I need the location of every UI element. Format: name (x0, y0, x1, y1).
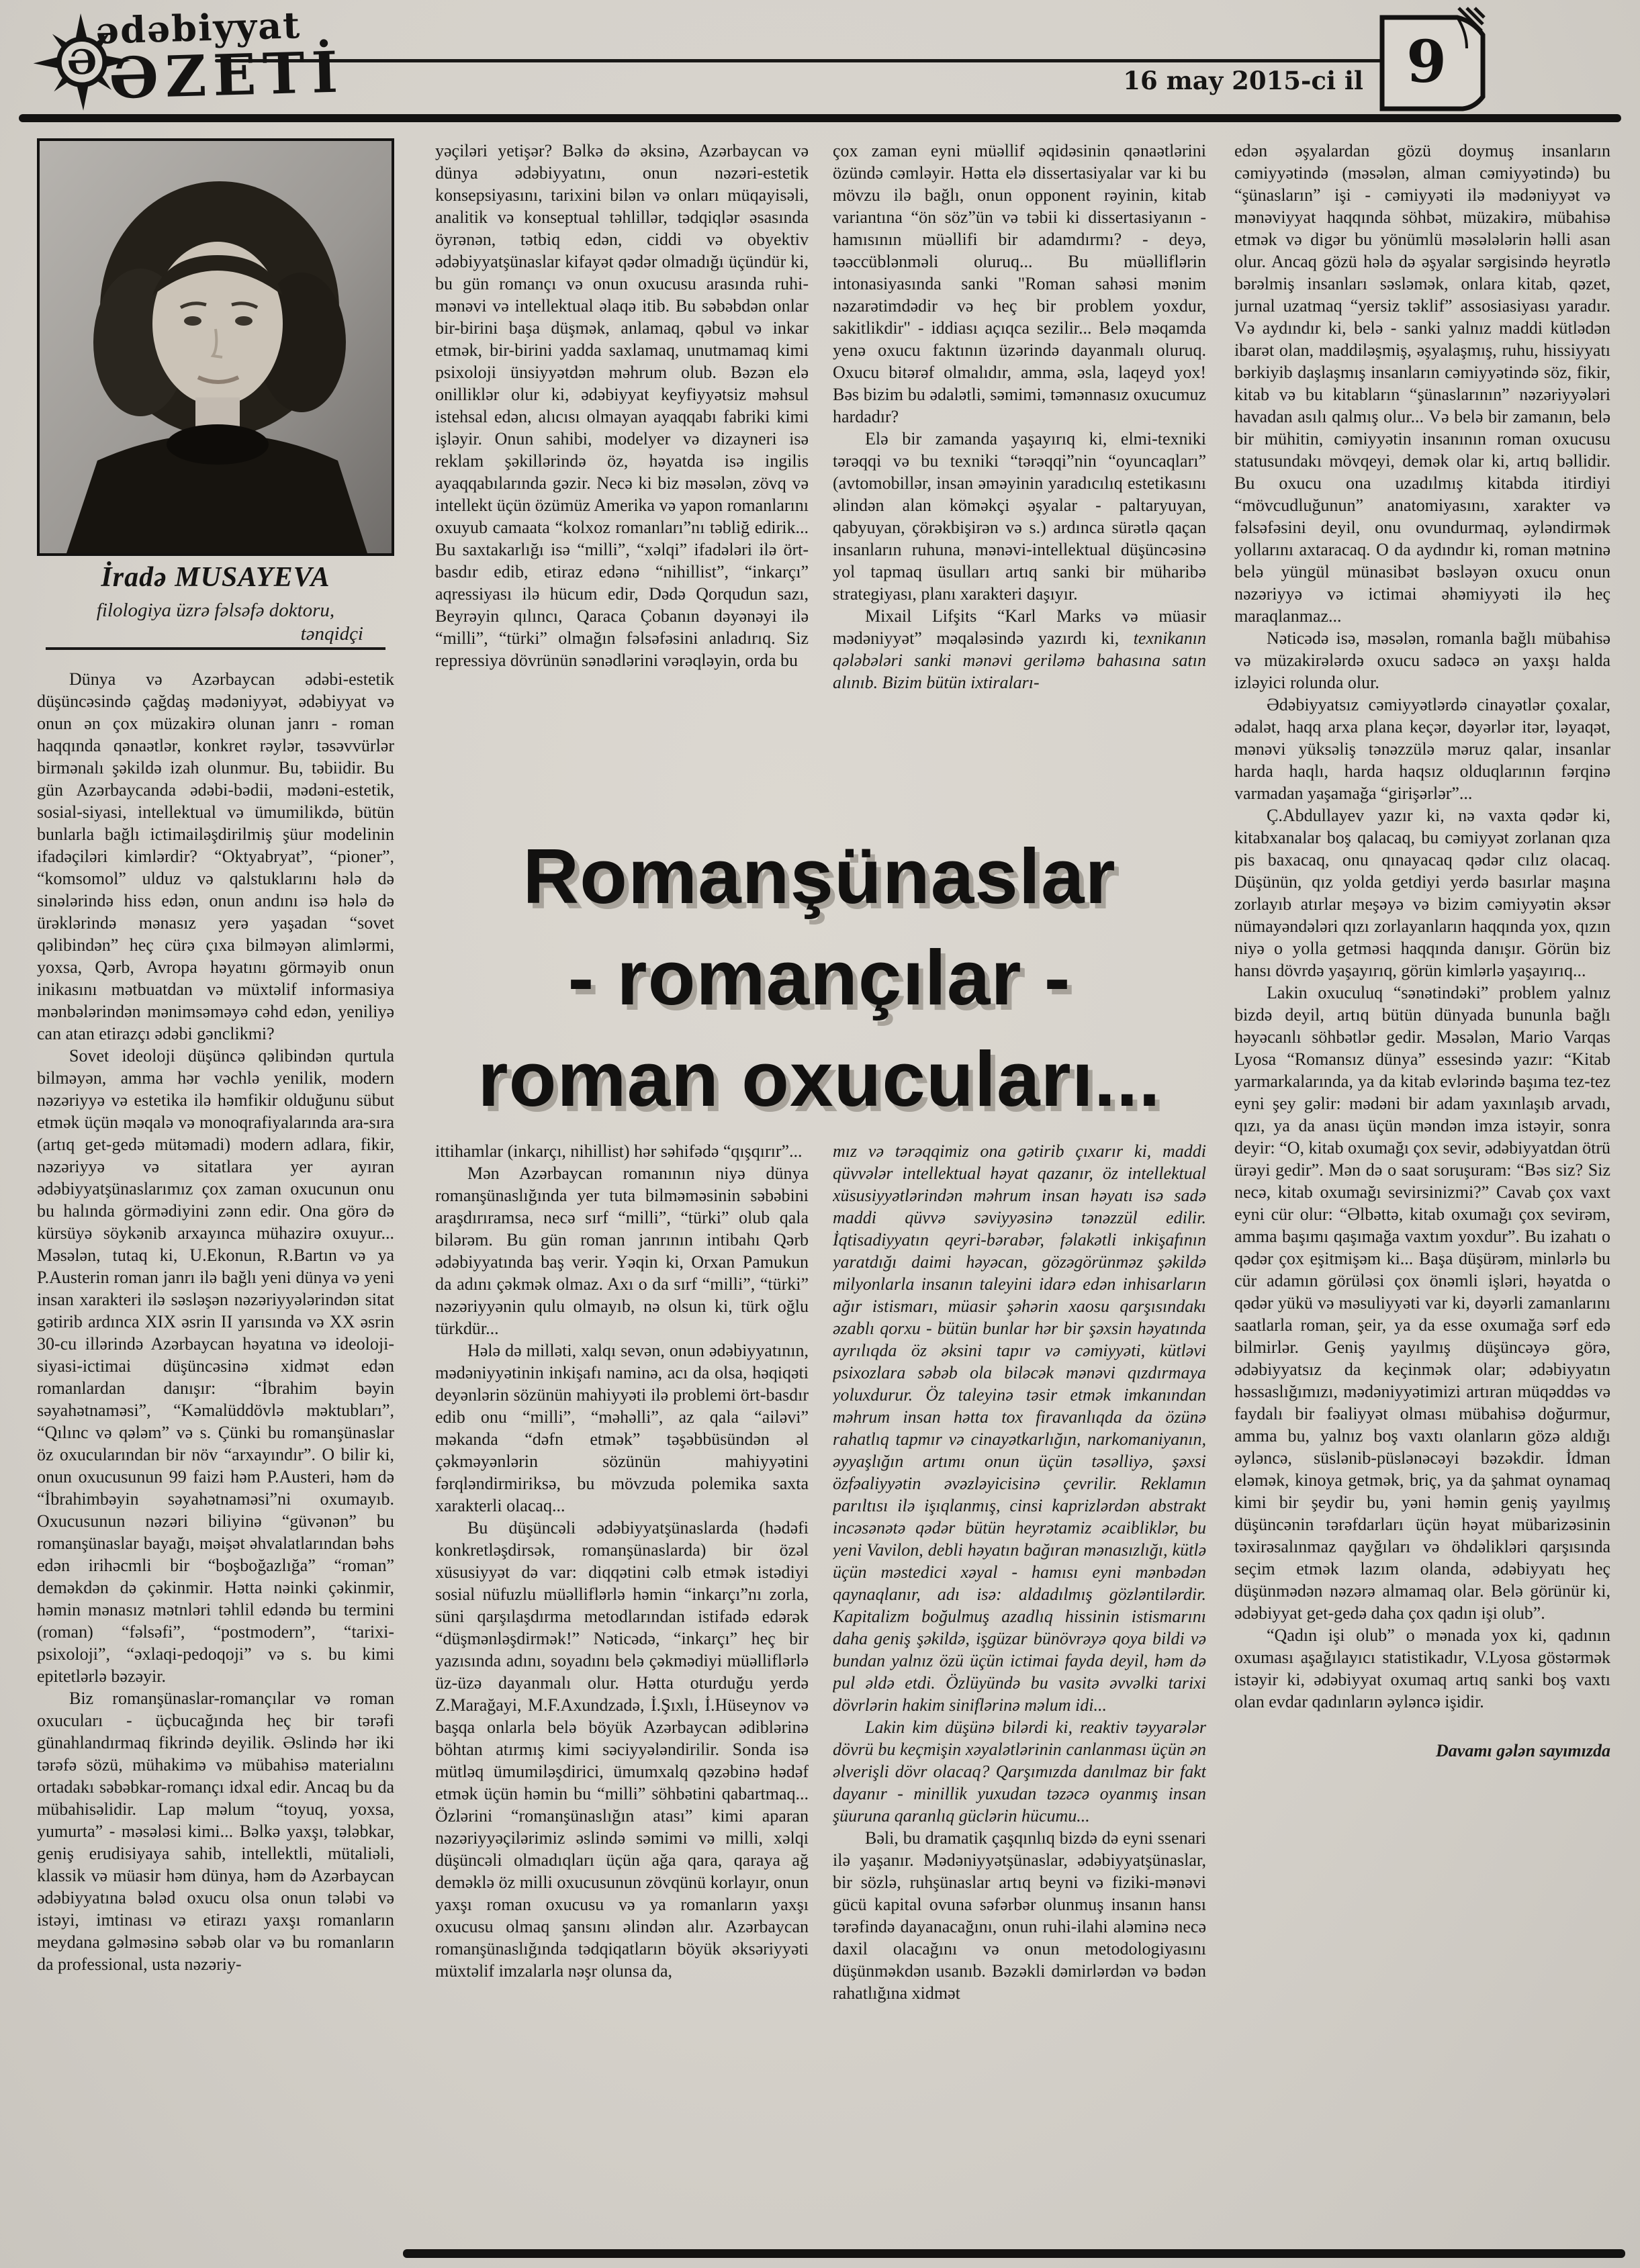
headline-line3: roman oxucuları... (477, 1035, 1161, 1123)
portrait-illustration (40, 141, 392, 553)
author-title-line1: filologiya üzrə fəlsəfə doktoru, (96, 600, 335, 621)
logo-letter: Ə (66, 42, 97, 83)
paragraph: ittihamlar (inkarçı, nihillist) hər səhifədə “qışqırır”... (435, 1141, 803, 1161)
paragraph: Ədəbiyyatsız cəmiyyətlərdə cinayətlər çoxalar, ədalət, haqq arxa plana keçər, dəyərlər itər, ləyaqət, mənəvi yüksəliş tənəzzülə məruz qalar, insanlar harda haqlı, harda haqsız olduqlarının fərqinə varmadan yaşamağa “girişərlər”... (1234, 695, 1610, 803)
paragraph: Nəticədə isə, məsələn, romanla bağlı mübahisə və müzakirələrdə oxucu sadəcə ən yaxşı halda izləyici rolunda olur. (1234, 628, 1610, 692)
issue-date: 16 may 2015-ci il (1123, 66, 1363, 95)
article-column-4 (1234, 140, 1610, 2249)
paragraph: yəçiləri yetişər? Bəlkə də əksinə, Azərbaycan və dünya ədəbiyyatını, onun nəzəri-estetik konsepsiyasını, tarixini bilən və onları müqayisəli, analitik və konseptual təhlillər, tədqiqlər əsasında öyrənən, tətbiq edən, ciddi və obyektiv ədəbiyyatşünaslar kifayət qədər olmadığı üçündür ki, bu gün romançı və onun oxucusu arasında ruhi-mənəvi və intellektual əlaqə itib. Bu səbəbdən onlar bir-birini başa düşmək, anlamaq, qəbul və inkar etmək, bir-birini yadda saxlamaq, unutmamaq kimi psixoloji ünsiyyətdən məhrum olub. Bəzən elə onilliklər olur ki, ədəbiyyat keyfiyyətsiz məhsul istehsal edən, alıcısı olmayan ayaqqabı fabriki kimi işləyir. Onun sahibi, modelyer və dizayneri isə reklam şəkillərində öz, həyatda isə ingilis ayaqqabılarında gəzir. Necə ki biz məsələn, zövq və intellekt üçün özümüz Amerika və yapon romanlarını oxuyub camaata “kolxoz romanları”nı təbliğ edirik... Bu saxtakarlığı isə “milli”, “xəlqi” ifadələri ilə ört-basdır edib, etiraz edənə “nihillist”, “inkarçı” aqressiyası ilə hücum edir, Dədə Qorqudun sazı, Beyrəyin qılıncı, Qaraca Çobanın dəyənəyi ilə “milli”, “türki” olmağın fəlsəfəsini anladırıq. Siz repressiya dövrünün sənədlərini vərəqləyin, orda bu (435, 141, 809, 670)
paragraph: Lakin kim düşünə bilərdi ki, reaktiv təyyarələr dövrü bu keçmişin xəyalətlərinin canlanması üçün ən əlverişli dövr olacaq? Qarşımızda danılmaz bir fakt dayanır - minillik yuxudan təzəcə oyanmış insan şüuruna qaranlıq güclərin hücumu... (833, 1717, 1206, 1826)
headline-line2: - romançılar - (567, 934, 1071, 1021)
article-column-3-bottom (833, 1140, 1206, 2249)
text-run: Mixail Lifşits “Karl Marks və müasir mədəniyyət” məqaləsində yazırdı ki, (833, 606, 1206, 648)
paragraph: Sovet ideoloji düşüncə qəlibindən qurtula bilməyən, amma hər vəchlə yenilik, modern nəzəriyyə və estetika ilə həmfikir olduğunu sübut etmək üçün məqalə və monoqrafiyalarında ara-sıra (artıq get-gedə mütəmadi) modern adlara, fikir, nəzəriyyə və sitatlara yer ayıran ədəbiyyatşünaslarımız çox zaman oxucunun onu bu halında görmədiyini zənn edir. Ona görə də kürsüyə söykənib arxayınca mühazirə oxuyur... Məsələn, tutaq ki, U.Ekonun, R.Bartın və ya P.Austerin roman janrı ilə bağlı yeni dünya və yeni insan xarakteri ilə səsləşən nəzəriyyələrindən sitat gətirib ardınca XIX əsrin II yarısında və XX əsrin 30-cu illərində Azərbaycan həyatına və ideoloji-siyasi-ictimai düşüncəsinə xidmət edən romanlardan danışır: “İbrahim bəyin səyahətnaməsi”, “Kəmalüddövlə məktubları”, “Qılınc və qələm” və s. Çünki bu romanşünaslar öz oxucularından bir növ “arxayındır”. O bilir ki, onun oxucusunun 99 faizi həm P.Austeri, həm də “İbrahimbəyin səyahətnaməsi”ni oxumayıb. Oxucusunun nəzəri biliyinə “güvənən” bu romanşünaslar bayağı, məişət əhvalatlarından bəhs edən irihəcmli bir “boşboğazlığa” “roman” deməkdən də çəkinmir. Hətta nəinki çəkinmir, həmin mənasız mətnləri təhlil edəndə bu termini (roman) “fəlsəfi”, “postmodern”, “tarixi-psixoloji”, “əxlaqi-pedoqoji” və s. bu kimi epitetlərlə bəzəyir. (37, 1046, 394, 1686)
article-headline (423, 826, 1216, 1135)
paragraph: Bu düşüncəli ədəbiyyatşünaslarda (hədəfi konkretləşdirsək, romanşünaslarda) bir özəl xüsusiyyət də var: diqqətini cəlb etmək istədiyi sosial nüfuzlu müəlliflərlə həmin “inkarçı”nı zorla, süni qarşılaşdırma metodlarından istifadə edərək “düşmənləşdirmək!” Nəticədə, “inkarçı” heç bir yazısında adını, soyadını belə çəkmədiyi müəlliflərlə üz-üzə dayanmalı olur. Hətta oturduğu yerdə Z.Marağayi, M.F.Axundzadə, İ.Şıxlı, İ.Hüseynov və başqa onlarla belə böyük Azərbaycan ədiblərinə böhtan atırmış kimi səciyyələndirilir. Sonda isə mütləq ümumiləşdirici, ümumxalq qəzəbinə hədəf etmək üçün həmin bu “milli” söhbətini qabartmaq... Özlərini “romanşünaslığın atası” kimi aparan nəzəriyyəçilərimiz əslində səmimi və milli, xəlqi düşüncəli olmadıqları üçün ağa qara, qaraya ağ deməklə öz milli oxucusunun zövqünü korlayır, onun yaxşı roman oxucusu və ya romanların yaxşı oxucusu olmaq şansını əlindən alır. Azərbaycan romanşünaslığında tədqiqatların böyük əksəriyyəti müxtəlif imzalarla nəşr olunsa da, (435, 1518, 809, 1981)
author-photo (37, 138, 394, 556)
paragraph: edən əşyalardan gözü doymuş insanların cəmiyyətində (məsələn, alman cəmiyyətində) bu “şünasların” işi - cəmiyyəti ilə mədəniyyət və mənəviyyat haqqında söhbət, müzakirə, mübahisə etmək və digər bu yönümlü məsələlərin həlli asan olur. Ancaq gözü hələ də əşyalar sərgisində heyrətlə bərəlmiş insanları səsləmək, onlara kitab, qəzet, jurnal uzatmaq “yersiz təklif” assosiasiyası yaradır. Və aydındır ki, belə - sanki yalnız maddi kütlədən ibarət olan, maddiləşmiş, əşyalaşmış, ruhu, hissiyyatı bərkiyib daşlaşmış insanların cəmiyyətində söz, fikir, kitab və bu kitabların “şünaslarının” nəzəriyyələri havadan asılı qalmış olur... Və belə bir zamanın, belə bir mühitin, cəmiyyətin insanının roman oxucusu statusundakı mövqeyi, demək olar ki, artıq bəllidir. Bu oxucu ona uzadılmış kitabda itirdiyi “mövcudluğunun” anatomiyasını, xarakter və fəlsəfəsini deyil, onu ovundurmaq, əyləndirmək yollarını axtaracaq. O da aydındır ki, roman mətninə belə yüngül münasibət bəsləyən oxucu onun nəzəriyyə və ictimai əhəmiyyəti ilə heç maraqlanmaz... (1234, 141, 1610, 626)
paragraph: Biz romanşünaslar-romançılar və roman oxucuları - üçbucağında heç bir tərəfi günahlandırmaq fikrində deyilik. Əslində hər iki tərəfə sözü, mühakimə və mübahisə materialını ortadakı səbəbkar-romançı idxal edir. Ancaq bu da mübahisəlidir. Lap məlum “toyuq, yoxsa, yumurta” - məsələsi kimi... Bəlkə yaxşı, tələbkar, geniş erudisiyaya sahib, intellektli, mütaliəli, klassik və müasir həm dünya, həm də Azərbaycan ədəbiyyatına bələd oxucu olsa onun tələbi və istəyi, imtinası və etirazı yaxşı romanların meydana gəlməsinə səbəb olar və bu romanların da professional, usta nəzəriy- (37, 1689, 394, 1974)
article-end-rule (403, 2249, 1625, 2258)
author-name: İradə MUSAYEVA (101, 562, 330, 593)
paragraph: Hələ də milləti, xalqı sevən, onun ədəbiyyatının, mədəniyyətinin inkişafı naminə, acı da olsa, həqiqəti deyənlərin sözünün mahiyyəti ilə problemi ört-basdır edib onu “milli”, “məhəlli”, az qala “ailəvi” məkanda “dəfn etmək” təşəbbüsündən əl çəkməyənlərin sözünün mahiyyətini fərqləndirmiriksə, bu mövzuda polemika saxta xarakterli olacaq... (435, 1341, 809, 1515)
page-number: 9 (1406, 28, 1447, 96)
article-column-3-top (833, 140, 1206, 848)
paragraph (833, 605, 1206, 694)
article-column-1 (37, 668, 394, 2263)
paragraph: mız və tərəqqimiz ona gətirib çıxarır ki, maddi qüvvələr intellektual həyat qazanır, öz intellektual xüsusiyyətlərindən məhrum insan həyatı isə sadə maddi qüvvə səviyyəsinə tənəzzül edilir. İqtisadiyyatın qeyri-bərabər, fəlakətli inkişafının yaratdığı daimi həyəcan, gözəgörünməz şəkildə milyonlarla insanın taleyini idarə edən inhisarların ağır istismarı, müasir şəhərin xaosu qarşısındakı əzablı qorxu - bütün bunlar hər bir şəxsin həyatında ayrılıqda öz əksini tapır və cəmiyyəti, kütləvi psixozlara səbəb ola biləcək mənəvi qızdırmaya yoluxdurur. Öz taleyinə təsir etmək imkanından məhrum insan hətta tox firavanlıqda da özünə rahatlıq tapmır və cinayətkarlığın, narkomaniyanın, əyyaşlığın artımı onun üçün təsəlliyə, şəxsi özfəaliyyətin əvəzləyicisinə çevrilir. Reklamın parıltısı ilə işıqlanmış, cinsi kaprizlərdən abstrakt incəsənətə qədər bütün heyrətamiz əcaibliklər, bu yeni Vavilon, debli həyatın bağıran mənasızlığı, kütlə üçün məstedici xəyal - hamısı eyni mənbədən qaynaqlanır, adı isə: aldadılmış gözləntilərdir. Kapitalizm boğulmuş azadlıq hissinin istismarını daha geniş şəkildə, işgüzar bünövrəyə qoya bildi və bundan yalnız özü üçün ictimai fayda deyil, həm də pul əldə etdi. Özlüyündə bu vasitə əvvəlki tarixi dövrlərin hakim siniflərinə məlum idi... (833, 1141, 1206, 1715)
paragraph: Mən Azərbaycan romanının niyə dünya romanşünaslığında yer tuta bilməməsinin səbəbini araşdırıramsa, necə sırf “milli”, “türki” olub qala bilərəm. Bu gün roman janrının intibahı Qərb ədəbiyyatında baş verir. Yəqin ki, Orxan Pamukun da adını çəkmək olmaz. Axı o da sırf “milli”, “türki” nəzəriyyənin qulu olmayıb, nə olsun ki, türk oğlu türkdür... (435, 1164, 809, 1338)
paragraph: Lakin oxuculuq “sənətindəki” problem yalnız bizdə deyil, artıq bütün dünyada bununla bağlı həyəcanlı söhbətlər gedir. Məsələn, Mario Varqas Lyosa “Romansız dünya” essesində yazır: “Kitab yarmarkalarında, ya da kitab evlərində başıma tez-tez eyni şey gəlir: mədəni bir adam yaxınlaşıb arvadı, qızı, ya da anası üçün məndən imza istəyir, sonra deyir: “O, kitab oxumağı çox sevir, ədəbiyyatdan ötrü ürəyi gedir”. Mən də o saat soruşuram: “Bəs siz? Siz necə, kitab oxumağı sevirsinizmi?” Cavab çox vaxt eyni cür olur: “Əlbəttə, kitab oxumağı çox sevirəm, amma başımı qaşımağa vaxtım yoxdur”. Bu izahatı o qədər çox eşitmişəm ki... Başa düşürəm, minlərlə bu cür adamın görüləsi çox önəmli işləri, həyatda o qədər yükü və məsuliyyəti var ki, dəyərli zamanlarını saatlarla roman, şeir, ya da esse oxumağa sərf edə bilmirlər. Geniş yayılmış düşüncəyə görə, ədəbiyyatsız da keçinmək olar; ədəbiyyatın həssaslığımızı, mədəniyyətimizi artıran müqəddəs və faydalı bir fəaliyyət olması mübahisə doğurmur, amma bu, yalnız boş vaxtı olanların gözə aldığı əyləncə, süslənib-püslənəcəyi bəzəkdir. İdman eləmək, kinoya getmək, briç, ya da şahmat oynamaq kimi bir şeydir bu, yəni həmin geniş yayılmış düşüncənin tərəfdarları üçün həyat mübarizəsinin təxirəsalınmaz qayğıları və öhdəlikləri qarşısında seçim etmək lazım olanda, ədəbiyyatı heç düşünmədən nəzərə almamaq olar. Belə görünür ki, ədəbiyyat get-gedə daha çox qadın işi olub”. (1234, 983, 1610, 1623)
author-divider (46, 647, 385, 650)
headline-line1: Romanşünaslar (522, 833, 1116, 920)
paragraph: “Qadın işi olub” o mənada yox ki, qadının oxuması aşağılayıcı statistikadır, V.Lyosa göstərmək istəyir ki, ədəbiyyat oxumaq artıq sanki boş vaxtı olan evdar qadınların əyləncə işidir. (1234, 1625, 1610, 1711)
paragraph: Elə bir zamanda yaşayırıq ki, elmi-texniki tərəqqi və bu texniki “tərəqqi”nin “oyuncaqları” (avtomobillər, insan əməyinin yaradıcılıq estetikasını əlindən alan köməkçi əşyalar - paltaryuyan, qabyuyan, çörəkbişirən və s.) ardınca sürətlə qaçan insanların ruhuna, mənəvi-intellektual düşüncəsinə yol tapmaq üsulları artıq sanki bir müharibə strategiyası, planı xarakteri daşıyır. (833, 429, 1206, 604)
paragraph: Dünya və Azərbaycan ədəbi-estetik düşüncəsində çağdaş mədəniyyət, ədəbiyyat və onun ən çox müzakirə olunan janrı - roman haqqında qənaətlər, konkret rəylər, təsəvvürlər birmənalı şəkildə izah olunmur. Bu, təbiidir. Bu gün Azərbaycanda ədəbi-bədii, mədəni-estetik, sosial-siyasi, intellektual və ümumilikdə, bütün bunlarla bağlı ictimailəşdirilmiş şüur modelinin ifadəçiləri kimlərdir? “Oktyabryat”, “pioner”, “komsomol” ulduz və qalstuklarını hələ də sinələrində hiss edən, onun andını isə hələ də ürəklərində mənasız yerə yaşadan “sovet qəlibindən” heç cürə çıxa bilməyən alimlərmi, yoxsa, Qərb, Avropa həyatını görməyib onun inikasını mətbuatdan və müxtəlif informasiya mənbələrindən mənimsəməyə cəhd edən, yeniliyə can atan etirazçı ədəbi gənclikmi? (37, 669, 394, 1043)
newspaper-title-bottom: ƏZETİ (108, 38, 346, 112)
header-thick-rule (19, 114, 1621, 122)
paragraph: çox zaman eyni müəllif əqidəsinin qənaətlərini özündə cəmləyir. Hətta elə dissertasiyalar var ki bu mövzu ilə bağlı, onun opponent rəyinin, kitab variantına “ön söz”ün və təbii ki dissertasiyanın - hamısının müəllifi bir adamdırmı? - deyə, təəccüblənməli oluruq... Bu müəlliflərin intonasiyasında sanki "Roman sahəsi mənim nəzarətimdədir və heç bir problem yoxdur, sakitlikdir" - iddiası açıqca sezilir... Belə məqamda yenə oxucu faktının üzərində dayanmalı oluruq. Oxucu bitərəf olmalıdır, amma, əsla, laqeyd yox! Bəs bizim bu ədalətli, səmimi, təmənnasız oxucumuz hardadır? (833, 141, 1206, 426)
paragraph: Ç.Abdullayev yazır ki, nə vaxta qədər ki, kitabxanalar boş qalacaq, bu cəmiyyət zorlanan qıza pis baxacaq, onu qınayacaq qədər cılız olacaq. Düşünün, qız yolda getdiyi yerdə basırlar maşına zorlayıb atırlar meşəyə və bizim cəmiyyətin əksər nümayəndələri qızı zorlayanların haqqında yox, qızın niyə o yolla getməsi haqqında danışır. Görün biz hansı dövrdə yaşayırıq, görün kimlərlə yaşayırıq... (1234, 806, 1610, 980)
page-number-badge (1374, 7, 1486, 115)
continuation-note: Davamı gələn sayımızda (1436, 1741, 1610, 1760)
author-title (37, 599, 394, 646)
article-column-2-bottom (435, 1140, 809, 2249)
masthead-logo (31, 0, 437, 118)
article-column-2-top (435, 140, 809, 810)
paragraph: Bəli, bu dramatik çaşqınlıq bizdə də eyni ssenari ilə yaşanır. Mədəniyyətşünaslar, ədəbiyyatşünaslar, bir sözlə, ruhşünaslar artıq beyni və fiziki-mənəvi gücü kapital ovuna səfərbər olunmuş insanın hansı tərəfində dayanacağını, onun ruhi-ilahi aləminə necə daxil olacağını və onun metodologiyasını düşünməkdən usanıb. Bəzəkli dəmirlərdən və bədən rahatlığına xidmət (833, 1828, 1206, 2003)
text-run: texnikanın qələbələri sanki mənəvi geriləmə bahasına satın alınıb. Bizim bütün ixtiraları- (833, 628, 1206, 692)
author-title-line2: tənqidçi (300, 623, 363, 645)
newspaper-title-top: ədəbiyyat (95, 3, 302, 52)
